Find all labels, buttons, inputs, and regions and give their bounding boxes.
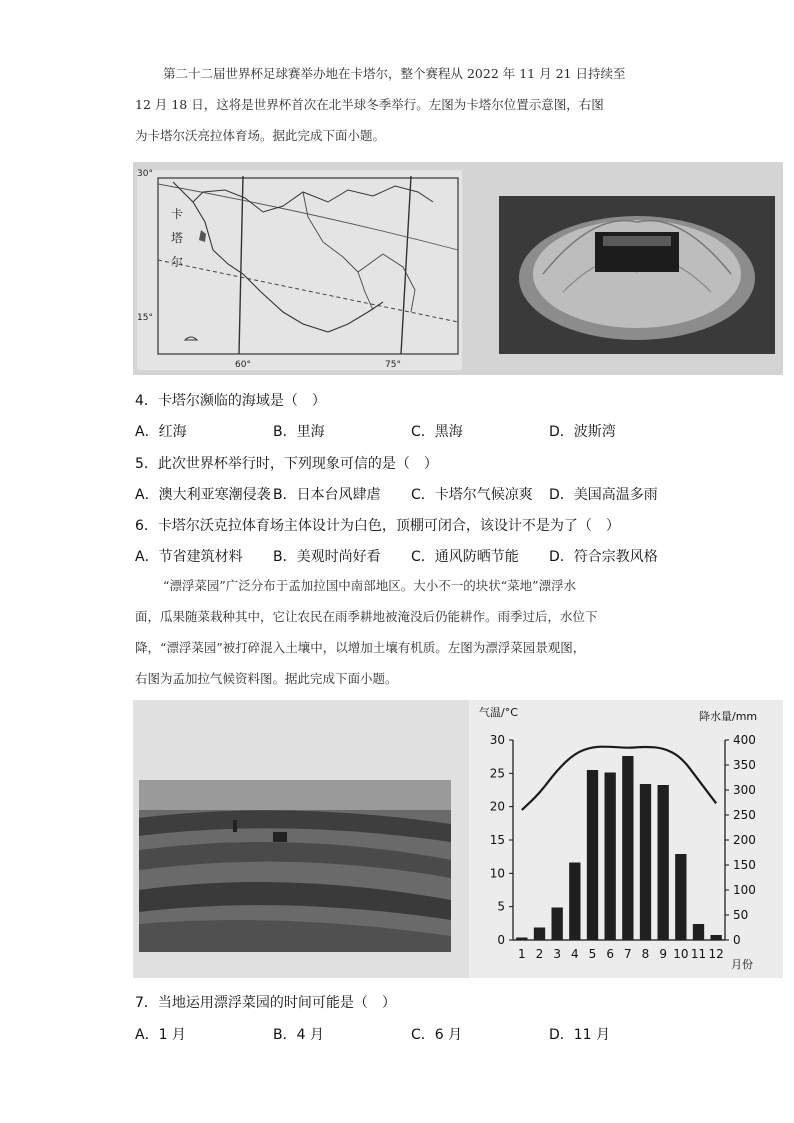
q4-option-d[interactable]: D．波斯湾 xyxy=(549,424,616,440)
q6-option-d[interactable]: D．符合宗教风格 xyxy=(549,549,658,565)
question-5-stem: 5．此次世界杯举行时，下列现象可信的是（ ） xyxy=(135,456,438,472)
q5-option-b[interactable]: B．日本台风肆虐 xyxy=(273,487,381,503)
y-left-tick-label: 20 xyxy=(489,799,505,814)
precipitation-bar xyxy=(516,938,527,941)
x-tick-label: 4 xyxy=(571,947,579,961)
q6-option-a[interactable]: A．节省建筑材料 xyxy=(135,549,243,565)
question-7-options xyxy=(135,1024,675,1044)
lon-label-right: 75° xyxy=(385,360,401,370)
x-tick-label: 9 xyxy=(659,947,667,961)
precipitation-bar xyxy=(534,928,545,941)
qatar-label-char-1: 卡 xyxy=(171,207,184,221)
intro2-line-2: 面，瓜果随菜栽种其中，它让农民在雨季耕地被淹没后仍能耕作。雨季过后，水位下 xyxy=(135,609,598,624)
q7-option-b[interactable]: B．4 月 xyxy=(273,1027,324,1043)
y-left-tick-label: 30 xyxy=(489,733,505,747)
intro1-line-2: 12 月 18 日，这将是世界杯首次在北半球冬季举行。左图为卡塔尔位置示意图，右图 xyxy=(135,97,604,112)
y-left-tick-label: 15 xyxy=(489,833,505,847)
precipitation-bar xyxy=(640,784,651,940)
qatar-label-char-2: 塔 xyxy=(171,231,184,245)
qatar-figure xyxy=(133,162,783,375)
precipitation-bar xyxy=(711,935,722,940)
y-right-tick-label: 200 xyxy=(733,833,756,847)
question-5-options xyxy=(135,484,675,504)
x-axis-label: 月份 xyxy=(731,958,753,971)
y-right-tick-label: 50 xyxy=(733,908,749,922)
lon-label-left: 60° xyxy=(235,360,251,370)
question-4-options xyxy=(135,421,675,441)
precipitation-bar xyxy=(622,756,633,940)
floating-garden-and-climate-chart xyxy=(133,700,783,978)
q7-option-c[interactable]: C．6 月 xyxy=(411,1027,463,1043)
precipitation-bar xyxy=(693,924,704,940)
precipitation-bar xyxy=(658,785,669,940)
y-right-tick-label: 0 xyxy=(733,933,741,947)
precipitation-bar xyxy=(552,908,563,941)
precipitation-bar xyxy=(569,863,580,941)
x-tick-label: 1 xyxy=(518,947,526,961)
y-right-tick-label: 400 xyxy=(733,733,756,747)
q5-option-d[interactable]: D．美国高温多雨 xyxy=(549,487,658,503)
q4-option-c[interactable]: C．黑海 xyxy=(411,424,463,440)
qatar-map-and-stadium xyxy=(133,162,783,375)
q6-option-c[interactable]: C．通风防晒节能 xyxy=(411,549,519,565)
intro2-line-4: 右图为孟加拉气候资料图。据此完成下面小题。 xyxy=(135,671,398,686)
question-6-options xyxy=(135,546,675,566)
precipitation-bar xyxy=(675,854,686,940)
y-right-tick-label: 300 xyxy=(733,783,756,797)
lat-label-bottom: 15° xyxy=(137,313,153,323)
y-left-tick-label: 5 xyxy=(497,899,505,914)
x-tick-label: 2 xyxy=(535,947,544,961)
q4-option-a[interactable]: A．红海 xyxy=(135,424,187,440)
question-4-stem: 4．卡塔尔濒临的海域是（ ） xyxy=(135,393,326,409)
question-7-stem: 7．当地运用漂浮菜园的时间可能是（ ） xyxy=(135,995,396,1011)
q7-option-a[interactable]: A．1 月 xyxy=(135,1027,186,1043)
y-left-tick-label: 25 xyxy=(489,766,505,781)
x-tick-label: 10 xyxy=(673,947,689,961)
intro1-line-1: 第二十二届世界杯足球赛举办地在卡塔尔，整个赛程从 2022 年 11 月 21 日持续至 xyxy=(163,66,626,81)
x-tick-label: 6 xyxy=(606,947,614,961)
precipitation-bar xyxy=(587,770,598,940)
y-right-tick-label: 150 xyxy=(733,858,756,872)
intro-paragraph-2 xyxy=(135,570,670,694)
bangladesh-figure xyxy=(133,700,783,978)
x-tick-label: 3 xyxy=(553,947,561,961)
y-right-tick-label: 100 xyxy=(733,883,756,897)
x-tick-label: 5 xyxy=(588,947,597,961)
x-tick-label: 11 xyxy=(690,947,707,961)
qatar-label-char-3: 尔 xyxy=(171,255,184,269)
y-left-tick-label: 10 xyxy=(489,866,505,881)
q7-option-d[interactable]: D．11 月 xyxy=(549,1027,611,1043)
lat-label-top: 30° xyxy=(137,169,153,179)
y-left-label: 气温/°C xyxy=(479,706,518,719)
q5-option-a[interactable]: A．澳大利亚寒潮侵袭 xyxy=(135,487,271,503)
y-right-tick-label: 350 xyxy=(733,758,756,772)
q4-option-b[interactable]: B．里海 xyxy=(273,424,325,440)
floating-garden-photo xyxy=(139,780,451,952)
intro2-line-3: 降，“漂浮菜园”被打碎混入土壤中，以增加土壤有机质。左图为漂浮菜园景观图， xyxy=(135,640,586,655)
precipitation-bar xyxy=(605,773,616,941)
x-tick-label: 7 xyxy=(624,947,632,961)
intro2-line-1: “漂浮菜园”广泛分布于孟加拉国中南部地区。大小不一的块状“菜地”漂浮水 xyxy=(163,578,577,593)
y-right-tick-label: 250 xyxy=(733,808,756,822)
y-right-label: 降水量/mm xyxy=(699,710,758,723)
intro-paragraph-1 xyxy=(135,58,665,151)
stadium-seats xyxy=(603,236,671,246)
x-tick-label: 12 xyxy=(708,947,724,961)
q6-option-b[interactable]: B．美观时尚好看 xyxy=(273,549,381,565)
question-6-stem: 6．卡塔尔沃克拉体育场主体设计为白色，顶棚可闭合，该设计不是为了（ ） xyxy=(135,518,620,534)
intro1-line-3: 为卡塔尔沃亮拉体育场。据此完成下面小题。 xyxy=(135,128,386,143)
y-left-tick-label: 0 xyxy=(497,933,505,947)
x-tick-label: 8 xyxy=(641,947,650,961)
q5-option-c[interactable]: C．卡塔尔气候凉爽 xyxy=(411,487,533,503)
